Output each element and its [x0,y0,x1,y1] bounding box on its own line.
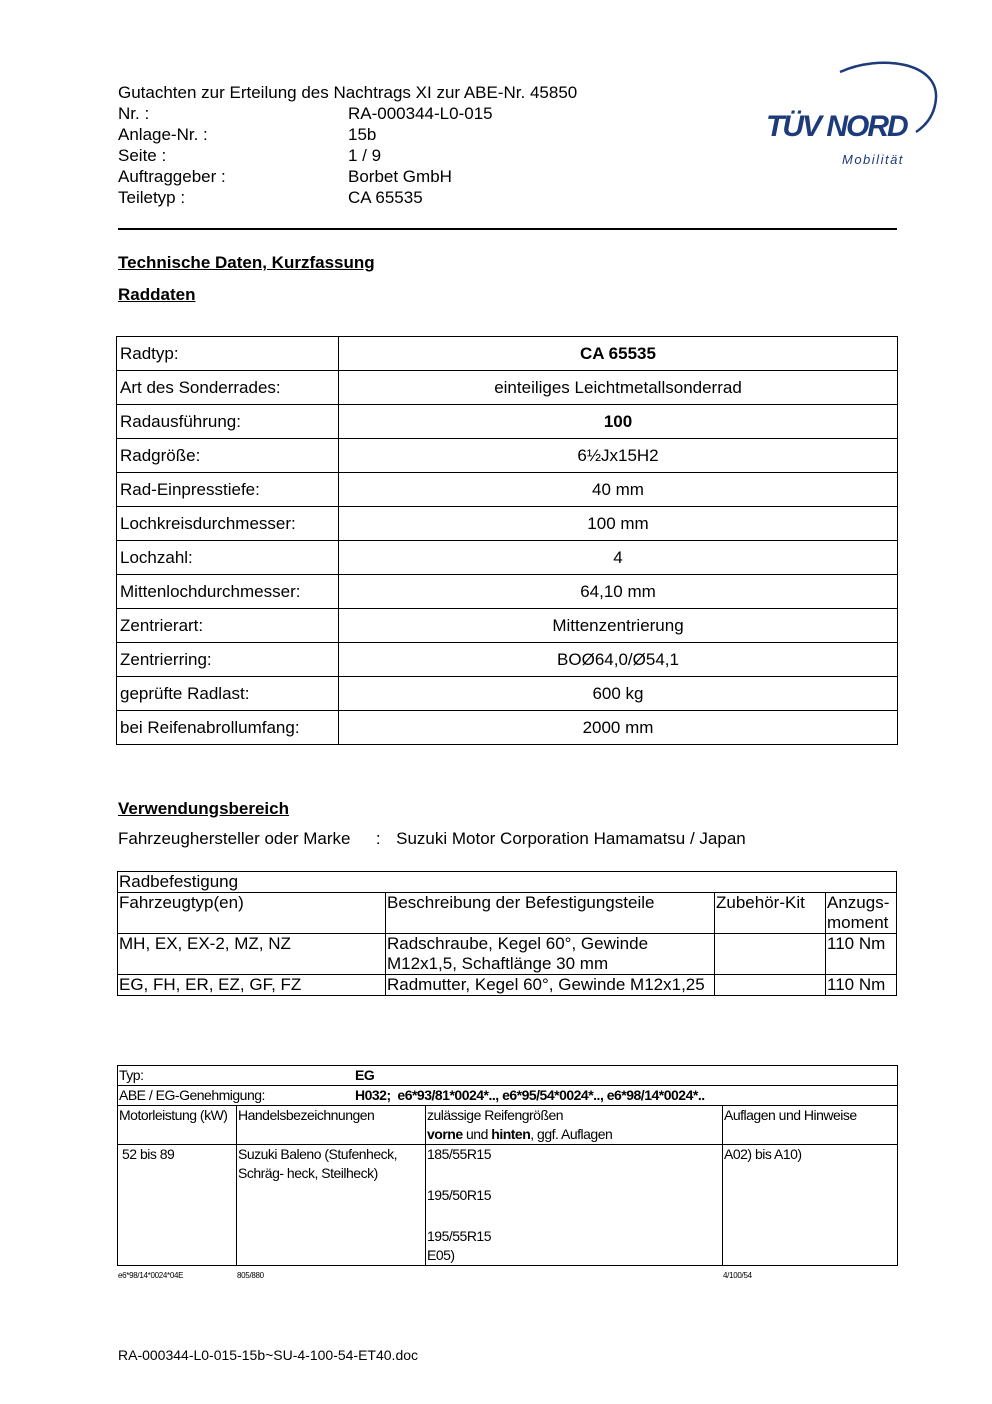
typ-value: EG [355,1067,375,1083]
row-label: Zentrierring: [117,643,339,677]
table-row [118,1086,898,1106]
row-value: 100 mm [339,507,898,541]
header-motor: Motorleistung (kW) [118,1106,237,1145]
row-value: Mittenzentrierung [339,609,898,643]
table-row [118,934,897,975]
header-divider [118,228,897,230]
header-reifen-und: und [462,1126,492,1142]
header-auflagen: Auflagen und Hinweise [723,1106,898,1145]
row-value: BOØ64,0/Ø54,1 [339,643,898,677]
row-value: 40 mm [339,473,898,507]
hersteller-label: Fahrzeughersteller oder Marke [118,829,351,848]
header-value: 1 / 9 [348,146,382,165]
row-label: geprüfte Radlast: [117,677,339,711]
row-label: Zentrierart: [117,609,339,643]
row-value: einteiliges Leichtmetallsonderrad [339,371,898,405]
radbefestigung-table [117,871,897,996]
footnote-right: 4/100/54 [723,1271,752,1280]
row-value: 100 [339,405,898,439]
cell-motor: 52 bis 89 [118,1145,237,1266]
cell-moment: 110 Nm [826,975,897,996]
logo-brand: TÜV NORD [766,110,907,143]
table-row [117,473,898,507]
cell-typ: MH, EX, EX-2, MZ, NZ [118,934,386,975]
table-row [117,643,898,677]
header-row-teiletyp [0,187,992,208]
table-row [118,975,897,996]
table-header-row [118,1106,898,1145]
report-title: Gutachten zur Erteilung des Nachtrags XI zur ABE-Nr. 45850 [118,83,578,102]
reifen-item: 195/55R15 [427,1228,492,1244]
cell-beschreibung: Radschraube, Kegel 60°, Gewinde M12x1,5, Schaftlänge 30 mm [386,934,715,975]
header-label: Anlage-Nr. : [118,125,208,144]
abe-row [118,1086,898,1106]
header-reifen-hinten: hinten [491,1126,531,1142]
table-header-row [118,893,897,934]
header-row-auftraggeber [0,166,992,187]
cell-moment: 110 Nm [826,934,897,975]
header-reifen [426,1106,723,1145]
row-value: 6½Jx15H2 [339,439,898,473]
logo-subtitle: Mobilität [842,152,904,167]
cell-handel: Suzuki Baleno (Stufenheck, Schräg- heck, Steilheck) [237,1145,426,1266]
row-value: 600 kg [339,677,898,711]
cell-beschreibung: Radmutter, Kegel 60°, Gewinde M12x1,25 [386,975,715,996]
typ-label: Typ: [119,1067,144,1083]
table-row [117,609,898,643]
typ-row [118,1066,898,1086]
header-handel: Handelsbezeichnungen [237,1106,426,1145]
header-value: RA-000344-L0-015 [348,104,493,123]
cell-auflagen: A02) bis A10) [723,1145,898,1266]
header-reifen-vorne: vorne [427,1126,463,1142]
table-row [117,711,898,745]
reifen-item: 185/55R15 [427,1146,492,1162]
footnote-mid: 805/880 [237,1271,264,1280]
row-label: bei Reifenabrollumfang: [117,711,339,745]
header-kit: Zubehör-Kit [715,893,826,934]
row-value: 4 [339,541,898,575]
row-label: Mittenlochdurchmesser: [117,575,339,609]
header-value: Borbet GmbH [348,167,452,186]
cell-reifen [426,1145,723,1266]
row-value: 64,10 mm [339,575,898,609]
row-label: Radgröße: [117,439,339,473]
row-label: Radtyp: [117,337,339,371]
header-moment: Anzugs-moment [826,893,897,934]
hersteller-sep: : [375,829,381,848]
typ-table [117,1065,898,1266]
table-row [117,337,898,371]
header-fahrzeugtyp: Fahrzeugtyp(en) [118,893,386,934]
row-value: 2000 mm [339,711,898,745]
section-title-raddaten: Raddaten [118,285,196,304]
table-row [117,575,898,609]
abe-label: ABE / EG-Genehmigung: [119,1087,265,1103]
cell-kit [715,975,826,996]
row-label: Lochkreisdurchmesser: [117,507,339,541]
raddaten-table [116,336,898,745]
row-label: Radausführung: [117,405,339,439]
table-row [117,371,898,405]
row-value: CA 65535 [339,337,898,371]
header-label: Nr. : [118,104,150,123]
header-value: CA 65535 [348,188,423,207]
reifen-item: 195/50R15 [427,1187,492,1203]
section-title-tech: Technische Daten, Kurzfassung [118,253,375,272]
document-footer: RA-000344-L0-015-15b~SU-4-100-54-ET40.doc [118,1347,419,1363]
header-label: Seite : [118,146,167,165]
table-row [117,405,898,439]
table-row [118,872,897,893]
cell-kit [715,934,826,975]
reifen-item: E05) [427,1247,455,1263]
cell-typ: EG, FH, ER, EZ, GF, FZ [118,975,386,996]
header-reifen-line1: zulässige Reifengrößen [427,1107,564,1123]
hersteller-value: Suzuki Motor Corporation Hamamatsu / Japan [396,829,746,848]
abe-value: H032; e6*93/81*0024*.., e6*95/54*0024*.., e6*98/14*0024*.. [355,1087,705,1103]
header-value: 15b [348,125,377,144]
table-row [117,541,898,575]
table-row [118,1066,898,1086]
header-label: Auftraggeber : [118,167,226,186]
radbefestigung-title: Radbefestigung [118,872,897,893]
row-label: Rad-Einpresstiefe: [117,473,339,507]
header-label: Teiletyp : [118,188,186,207]
table-row [117,439,898,473]
table-row [117,677,898,711]
row-label: Lochzahl: [117,541,339,575]
header-beschreibung: Beschreibung der Befestigungsteile [386,893,715,934]
header-reifen-rest: , ggf. Auflagen [530,1126,613,1142]
table-row [117,507,898,541]
footnote-left: e6*98/14*0024*04E [118,1271,184,1280]
row-label: Art des Sonderrades: [117,371,339,405]
hersteller-line [118,829,746,849]
section-title-verwendung: Verwendungsbereich [118,799,289,818]
table-row [118,1145,898,1266]
